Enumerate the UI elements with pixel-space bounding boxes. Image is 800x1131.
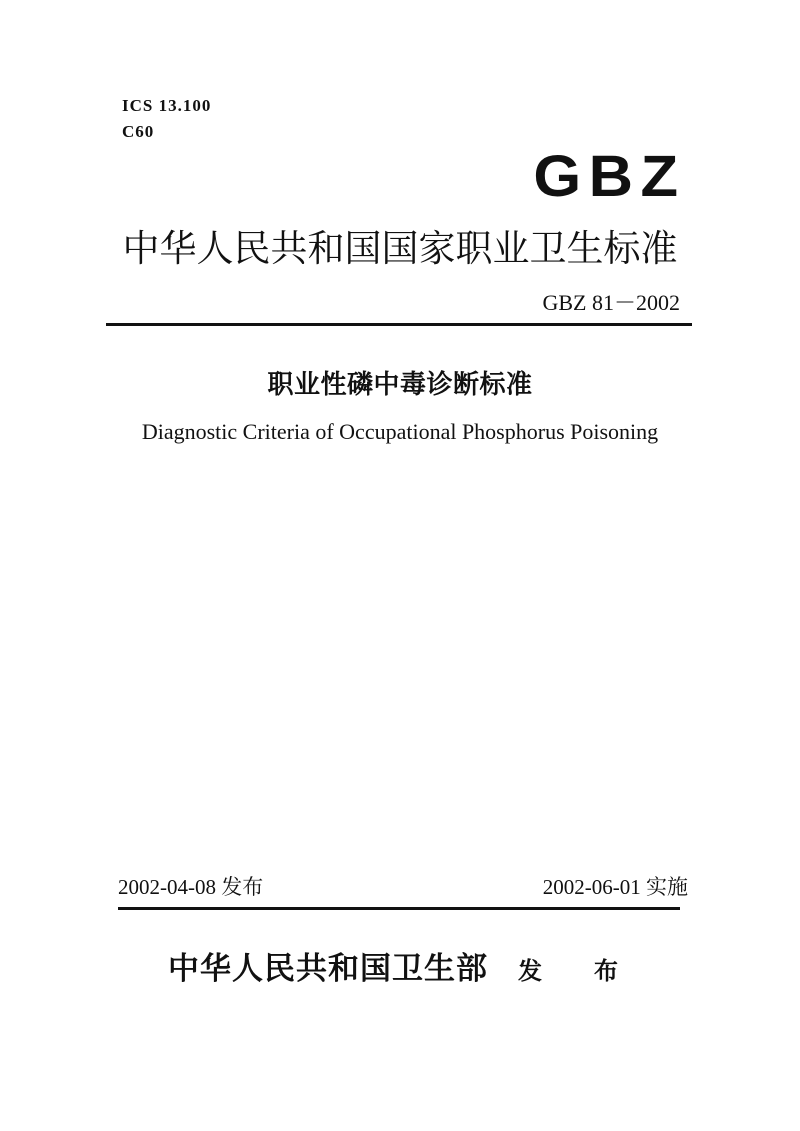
dates-row bbox=[118, 873, 688, 901]
ics-code: ICS 13.100 bbox=[122, 96, 212, 115]
gbz-logo: GBZ bbox=[532, 144, 685, 209]
publisher-row bbox=[0, 948, 800, 993]
standard-category-title: 中华人民共和国国家职业卫生标准 bbox=[122, 228, 678, 269]
document-title-english: Diagnostic Criteria of Occupational Phosphorus Poisoning bbox=[141, 419, 659, 444]
classification-code: C60 bbox=[122, 122, 155, 141]
ics-classification-block bbox=[122, 93, 211, 145]
header-rule bbox=[106, 323, 692, 326]
publish-action-label: 发 布 bbox=[518, 958, 632, 985]
standard-number: GBZ 81－2002 bbox=[542, 290, 680, 315]
implement-date: 2002-06-01 实施 bbox=[542, 875, 688, 899]
issue-date: 2002-04-08 发布 bbox=[118, 875, 264, 899]
footer-rule bbox=[118, 907, 680, 910]
publisher-name: 中华人民共和国卫生部 bbox=[168, 951, 488, 986]
document-title-chinese: 职业性磷中毒诊断标准 bbox=[267, 369, 533, 399]
